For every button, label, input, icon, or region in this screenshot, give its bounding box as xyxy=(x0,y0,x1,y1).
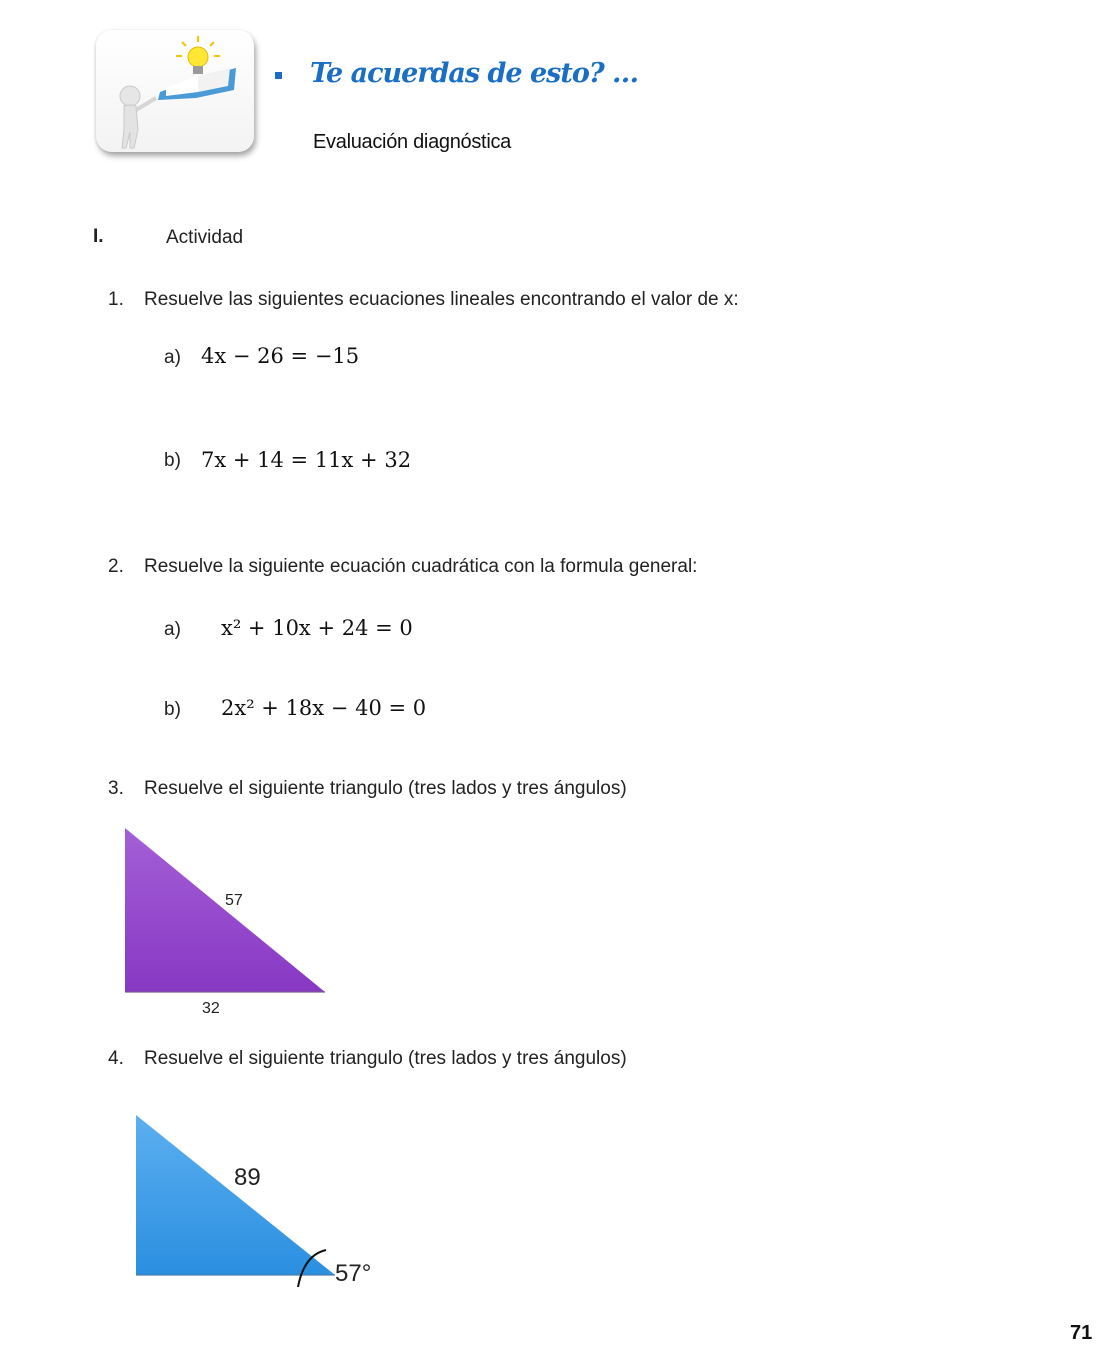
question-1a-label: a) xyxy=(164,347,181,368)
triangle-3-hypotenuse-label: 57 xyxy=(225,892,243,909)
page-subtitle: Evaluación diagnóstica xyxy=(313,131,511,153)
triangle-4-hypotenuse-label: 89 xyxy=(234,1164,261,1191)
header-logo xyxy=(96,30,254,152)
question-1a-equation: 4x − 26 = −15 xyxy=(201,344,360,368)
question-4-text: Resuelve el siguiente triangulo (tres lados y tres ángulos) xyxy=(144,1048,627,1069)
triangle-figure-3 xyxy=(110,820,340,1025)
question-1b-label: b) xyxy=(164,450,181,471)
question-2-text: Resuelve la siguiente ecuación cuadrática con la formula general: xyxy=(144,556,698,577)
question-3-number: 3. xyxy=(108,778,124,799)
question-4-number: 4. xyxy=(108,1048,124,1069)
section-title: Actividad xyxy=(166,227,244,248)
question-2-number: 2. xyxy=(108,556,124,577)
question-1b-equation: 7x + 14 = 11x + 32 xyxy=(201,448,412,472)
right-triangle-purple xyxy=(125,828,325,992)
question-1-number: 1. xyxy=(108,289,124,310)
question-2a-equation: x² + 10x + 24 = 0 xyxy=(221,616,413,640)
question-2b-equation: 2x² + 18x − 40 = 0 xyxy=(221,696,427,720)
triangle-figure-4 xyxy=(120,1105,390,1295)
question-2b-label: b) xyxy=(164,699,181,720)
question-3-text: Resuelve el siguiente triangulo (tres lados y tres ángulos) xyxy=(144,778,627,799)
triangle-3-base-label: 32 xyxy=(202,1000,220,1017)
question-2a-label: a) xyxy=(164,619,181,640)
triangle-4-angle-label: 57° xyxy=(335,1260,372,1287)
section-numeral: I. xyxy=(93,226,104,247)
page-number: 71 xyxy=(1070,1322,1093,1344)
question-1-text: Resuelve las siguientes ecuaciones lineales encontrando el valor de x: xyxy=(144,289,739,310)
heading-bullet xyxy=(275,72,282,79)
idea-book-icon xyxy=(96,30,254,152)
page-title: Te acuerdas de esto? … xyxy=(310,58,639,89)
right-triangle-blue xyxy=(136,1115,335,1275)
